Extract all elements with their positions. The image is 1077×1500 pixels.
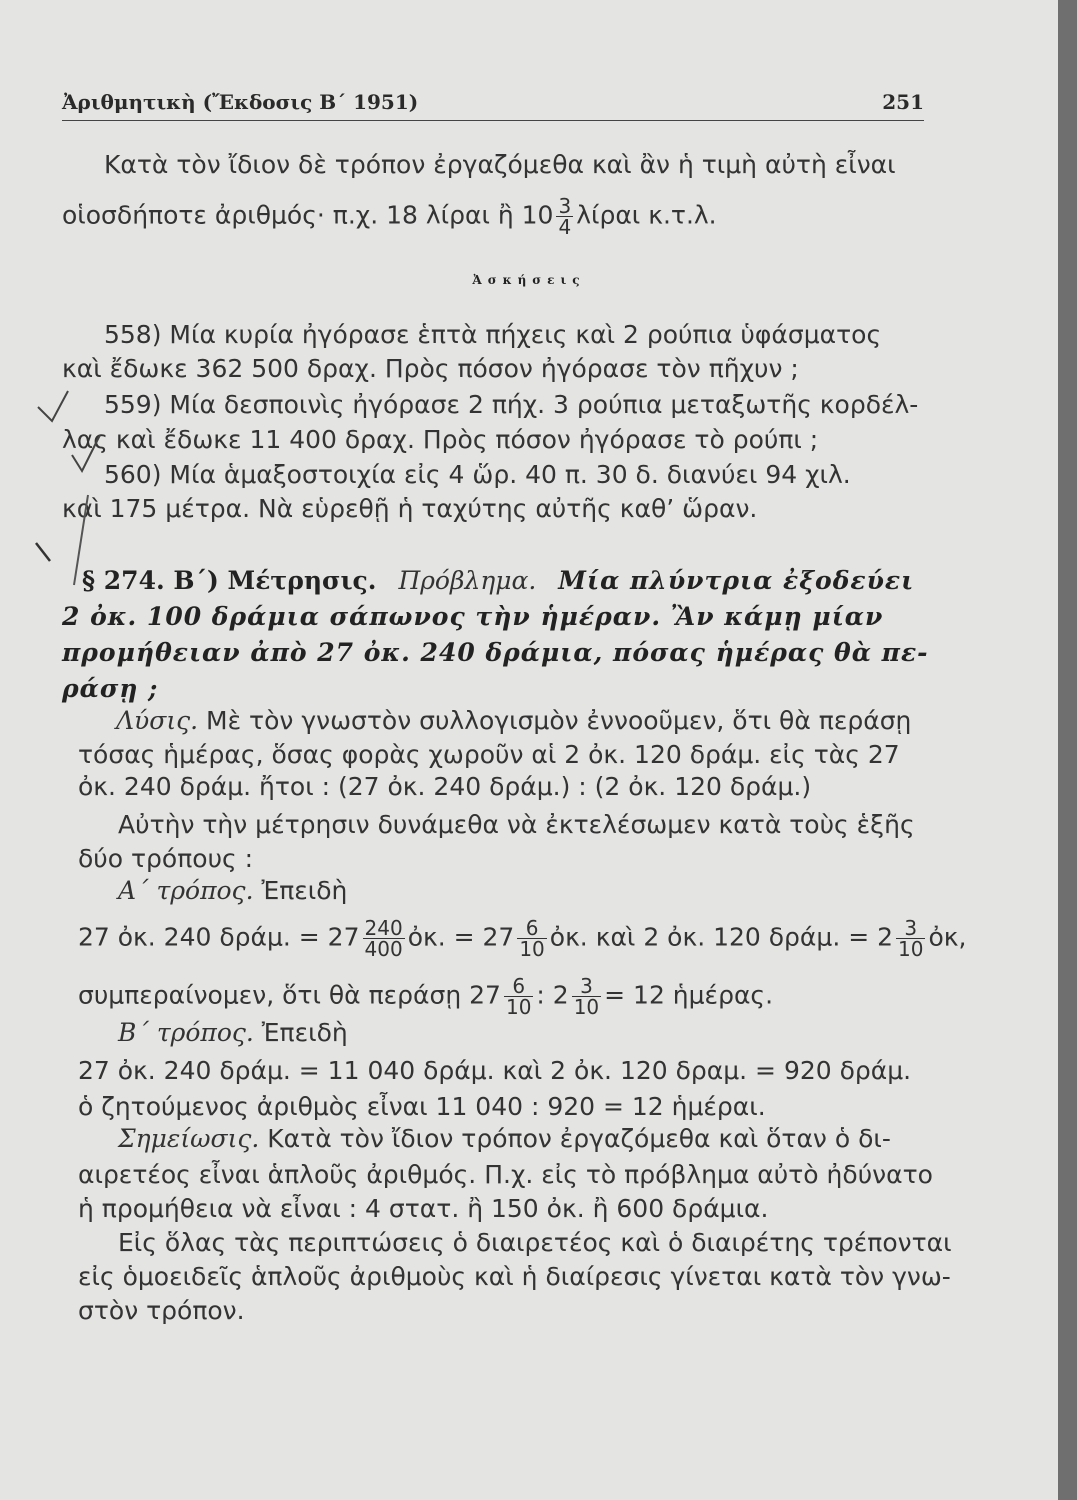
section-heading: § 274. Β΄) Μέτρησις. [82, 566, 377, 595]
solution-line-5: δύο τρόπους : [78, 844, 254, 873]
solution-line-1: Λύσις. Μὲ τὸν γνωστὸν συλλογισμὸν ἐννοοῦμεν, ὅτι θὰ περάσῃ [116, 706, 912, 735]
running-title: Ἀριθμητικὴ (Ἔκδοσις Β΄ 1951) [62, 90, 419, 114]
solution-line-4: Αὐτὴν τὴν μέτρησιν δυνάμεθα νὰ ἐκτελέσωμεν κατὰ τοὺς ἑξῆς [118, 810, 915, 839]
page-number: 251 [882, 90, 924, 114]
page-header [62, 88, 924, 121]
pencil-checkmarks-icon [30, 385, 110, 595]
problem-line-4: ράσῃ ; [62, 674, 159, 703]
problem-line-2: 2 ὀκ. 100 δράμια σάπωνος τὴν ἡμέραν. Ἂν κάμῃ μίαν [62, 602, 884, 631]
method-b-line-2: ὁ ζητούμενος ἀριθμὸς εἶναι 11 040 : 920 = 12 ἡμέραι. [78, 1092, 766, 1121]
intro-line-2: οἱοσδήποτε ἀριθμός· π.χ. 18 λίραι ἢ 10 $\frac{3}{4}$ λίραι κ.τ.λ. [62, 194, 717, 239]
method-a-heading: Α΄ τρόπος. Ἐπειδὴ [118, 876, 348, 905]
note-line-3: ἡ προμήθεια νὰ εἶναι : 4 στατ. ἢ 150 ὀκ. ἢ 600 δράμια. [78, 1194, 769, 1223]
exercise-560-line-1: 560) Μία ἁμαξοστοιχία εἰς 4 ὥρ. 40 π. 30 δ. διανύει 94 χιλ. [104, 460, 851, 489]
note-line-1: Σημείωσις. Κατὰ τὸν ἴδιον τρόπον ἐργαζόμεθα καὶ ὅταν ὁ δι- [118, 1124, 891, 1153]
fraction: $\frac{3}{4}$ [558, 194, 572, 239]
note-line-6: στὸν τρόπον. [78, 1296, 245, 1325]
method-a-conclusion: συμπεραίνομεν, ὅτι θὰ περάσῃ 27 $\frac{6}{10}$ : 2 $\frac{3}{10}$ = 12 ἡμέρας. [78, 974, 774, 1019]
intro-line-1: Κατὰ τὸν ἴδιον δὲ τρόπον ἐργαζόμεθα καὶ ἂν ἡ τιμὴ αὐτὴ εἶναι [104, 150, 896, 179]
fraction: $\frac{240}{400}$ [364, 916, 403, 961]
exercise-559-line-1: 559) Μία δεσποινὶς ἠγόρασε 2 πήχ. 3 ρούπια μεταξωτῆς κορδέλ- [104, 390, 919, 419]
method-b-line-1: 27 ὀκ. 240 δράμ. = 11 040 δράμ. καὶ 2 ὀκ. 120 δραμ. = 920 δράμ. [78, 1056, 912, 1085]
exercise-560-line-2: καὶ 175 μέτρα. Νὰ εὑρεθῇ ἡ ταχύτης αὐτῆς καθ’ ὥραν. [62, 494, 758, 523]
solution-line-2: τόσας ἡμέρας, ὅσας φορὰς χωροῦν αἱ 2 ὀκ. 120 δράμ. εἰς τὰς 27 [78, 740, 900, 769]
exercise-558-line-1: 558) Μία κυρία ἠγόρασε ἑπτὰ πήχεις καὶ 2 ρούπια ὑφάσματος [104, 320, 882, 349]
fraction: $\frac{3}{10}$ [898, 916, 924, 961]
note-line-2: αιρετέος εἶναι ἁπλοῦς ἀριθμός. Π.χ. εἰς τὸ πρόβλημα αὐτὸ ἠδύνατο [78, 1160, 933, 1189]
note-line-5: εἰς ὁμοειδεῖς ἁπλοῦς ἀριθμοὺς καὶ ἡ διαίρεσις γίνεται κατὰ τὸν γνω- [78, 1262, 951, 1291]
problem-line-3: προμήθειαν ἀπὸ 27 ὀκ. 240 δράμια, πόσας ἡμέρας θὰ πε- [62, 638, 929, 667]
exercise-558-line-2: καὶ ἔδωκε 362 500 δραχ. Πρὸς πόσον ἠγόρασε τὸν πῆχυν ; [62, 354, 799, 383]
method-a-equation: 27 ὀκ. 240 δράμ. = 27 $\frac{240}{400}$ ὀκ. = 27 $\frac{6}{10}$ ὀκ. καὶ 2 ὀκ. 120 δράμ. = 2 $\frac{3}{10}$ ὀκ, [78, 916, 967, 961]
fraction: $\frac{3}{10}$ [573, 974, 600, 1019]
solution-line-3: ὀκ. 240 δράμ. ἤτοι : (27 ὀκ. 240 δράμ.) : (2 ὀκ. 120 δράμ.) [78, 772, 812, 801]
exercise-559-line-2: λας καὶ ἔδωκε 11 400 δραχ. Πρὸς πόσον ἠγόρασε τὸ ρούπι ; [62, 425, 819, 454]
section-heading-line: § 274. Β΄) Μέτρησις. Πρόβλημα. Μία πλύντρια ἐξοδεύει [82, 566, 915, 595]
exercises-title: Ἀσκήσεις [472, 273, 586, 287]
fraction: $\frac{6}{10}$ [519, 916, 545, 961]
fraction: $\frac{6}{10}$ [505, 974, 532, 1019]
note-line-4: Εἰς ὅλας τὰς περιπτώσεις ὁ διαιρετέος καὶ ὁ διαιρέτης τρέπονται [118, 1228, 952, 1257]
problem-label: Πρόβλημα. [398, 566, 537, 595]
method-b-heading: Β΄ τρόπος. Ἐπειδὴ [118, 1018, 348, 1047]
